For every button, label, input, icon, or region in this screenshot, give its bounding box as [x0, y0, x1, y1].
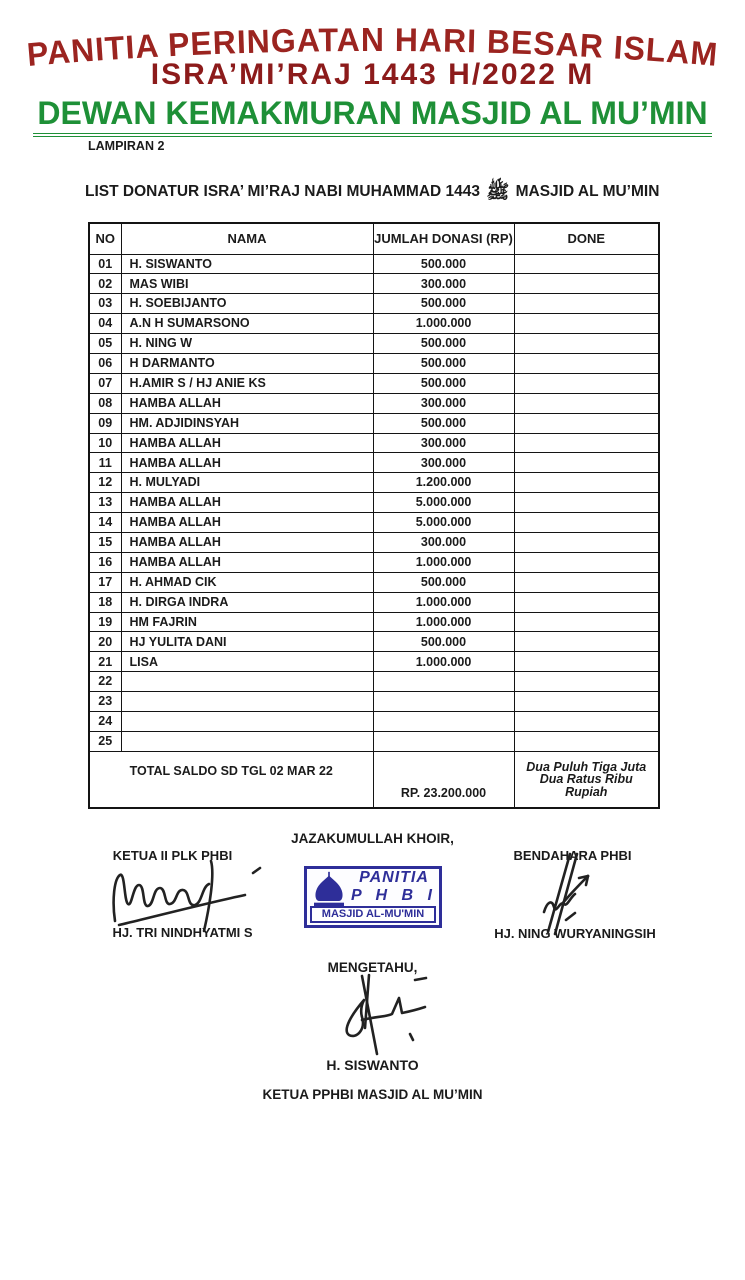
cell-donasi: 300.000 — [373, 532, 514, 552]
cell-nama: A.N H SUMARSONO — [121, 314, 373, 334]
table-header-row — [89, 223, 659, 254]
header-line3-wrap — [0, 95, 745, 137]
cell-nama: HAMBA ALLAH — [121, 532, 373, 552]
cell-done — [514, 413, 659, 433]
cell-done — [514, 453, 659, 473]
list-title-after: 1443 MASJID AL MU’MIN — [445, 183, 660, 200]
cell-no: 20 — [89, 632, 121, 652]
cell-nama: HJ YULITA DANI — [121, 632, 373, 652]
table-row — [89, 334, 659, 354]
cell-nama: H. MULYADI — [121, 473, 373, 493]
table-row — [89, 433, 659, 453]
table-row — [89, 314, 659, 334]
cell-donasi: 1.000.000 — [373, 552, 514, 572]
cell-donasi: 1.000.000 — [373, 592, 514, 612]
total-row — [89, 751, 659, 808]
cell-no: 06 — [89, 353, 121, 373]
table-row — [89, 393, 659, 413]
cell-no: 17 — [89, 572, 121, 592]
cell-no: 11 — [89, 453, 121, 473]
cell-donasi — [373, 711, 514, 731]
cell-donasi — [373, 731, 514, 751]
cell-no: 07 — [89, 373, 121, 393]
cell-donasi: 500.000 — [373, 632, 514, 652]
cell-no: 08 — [89, 393, 121, 413]
cell-donasi — [373, 672, 514, 692]
stamp-line2: P H B I — [351, 887, 437, 904]
cell-done — [514, 692, 659, 712]
cell-done — [514, 552, 659, 572]
table-row — [89, 632, 659, 652]
cell-done — [514, 334, 659, 354]
cell-donasi: 500.000 — [373, 334, 514, 354]
cell-no: 09 — [89, 413, 121, 433]
cell-nama: H. SISWANTO — [121, 254, 373, 274]
cell-nama: MAS WIBI — [121, 274, 373, 294]
cell-done — [514, 572, 659, 592]
cell-no: 15 — [89, 532, 121, 552]
cell-donasi: 300.000 — [373, 453, 514, 473]
cell-no: 13 — [89, 493, 121, 513]
cell-no: 23 — [89, 692, 121, 712]
table-row — [89, 453, 659, 473]
cell-donasi: 1.200.000 — [373, 473, 514, 493]
signature-bottom — [322, 972, 432, 1060]
signature-left — [105, 857, 265, 935]
cell-nama: H. SOEBIJANTO — [121, 294, 373, 314]
header-line1: PANITIA PERINGATAN HARI BESAR ISLAM — [25, 20, 721, 74]
cell-done — [514, 592, 659, 612]
col-header-no: NO — [89, 223, 121, 254]
right-signatory-name: HJ. NING WURYANINGSIH — [494, 926, 656, 941]
acknowledged-role: KETUA PPHBI MASJID AL MU’MIN — [262, 1087, 483, 1102]
cell-no: 22 — [89, 672, 121, 692]
cell-done — [514, 672, 659, 692]
cell-donasi: 300.000 — [373, 433, 514, 453]
col-header-donasi: JUMLAH DONASI (RP) — [373, 223, 514, 254]
cell-done — [514, 254, 659, 274]
sallallahu-alaihi-wasallam-symbol: ﷺ — [486, 182, 510, 203]
cell-no: 10 — [89, 433, 121, 453]
donor-table-body — [89, 254, 659, 751]
list-title-before: LIST DONATUR ISRA’ MI’RAJ NABI MUHAMMAD — [85, 183, 442, 200]
cell-no: 03 — [89, 294, 121, 314]
cell-donasi: 500.000 — [373, 294, 514, 314]
thanks-line: JAZAKUMULLAH KHOIR, — [291, 831, 454, 846]
table-row — [89, 274, 659, 294]
cell-donasi: 5.000.000 — [373, 513, 514, 533]
cell-no: 04 — [89, 314, 121, 334]
table-row — [89, 294, 659, 314]
cell-done — [514, 711, 659, 731]
cell-no: 25 — [89, 731, 121, 751]
table-row — [89, 513, 659, 533]
table-row — [89, 572, 659, 592]
donor-table — [88, 222, 660, 809]
cell-no: 18 — [89, 592, 121, 612]
total-amount: RP. 23.200.000 — [373, 751, 514, 808]
cell-no: 14 — [89, 513, 121, 533]
table-row — [89, 612, 659, 632]
cell-done — [514, 493, 659, 513]
cell-no: 16 — [89, 552, 121, 572]
cell-nama: H.AMIR S / HJ ANIE KS — [121, 373, 373, 393]
cell-nama: H. NING W — [121, 334, 373, 354]
cell-donasi: 500.000 — [373, 353, 514, 373]
cell-nama: HAMBA ALLAH — [121, 393, 373, 413]
cell-nama: HAMBA ALLAH — [121, 552, 373, 572]
table-row — [89, 493, 659, 513]
table-row — [89, 373, 659, 393]
cell-donasi: 500.000 — [373, 254, 514, 274]
cell-nama — [121, 672, 373, 692]
cell-done — [514, 393, 659, 413]
table-row — [89, 552, 659, 572]
cell-nama: HAMBA ALLAH — [121, 433, 373, 453]
acknowledged-name: H. SISWANTO — [326, 1057, 419, 1073]
table-row — [89, 473, 659, 493]
total-amount-in-words: Dua Puluh Tiga Juta Dua Ratus Ribu Rupiah — [514, 751, 659, 808]
cell-nama: HAMBA ALLAH — [121, 513, 373, 533]
cell-no: 12 — [89, 473, 121, 493]
table-row — [89, 532, 659, 552]
cell-done — [514, 731, 659, 751]
table-row — [89, 592, 659, 612]
phbi-committee-stamp — [304, 866, 442, 928]
cell-done — [514, 473, 659, 493]
cell-done — [514, 532, 659, 552]
cell-donasi: 5.000.000 — [373, 493, 514, 513]
cell-done — [514, 652, 659, 672]
total-label: TOTAL SALDO SD TGL 02 MAR 22 — [89, 751, 373, 808]
cell-no: 01 — [89, 254, 121, 274]
table-row — [89, 652, 659, 672]
cell-nama: H. DIRGA INDRA — [121, 592, 373, 612]
cell-done — [514, 513, 659, 533]
header-line2: ISRA’MI’RAJ 1443 H/2022 M — [150, 58, 595, 91]
cell-no: 21 — [89, 652, 121, 672]
cell-no: 24 — [89, 711, 121, 731]
cell-done — [514, 433, 659, 453]
cell-no: 05 — [89, 334, 121, 354]
left-signatory-name: HJ. TRI NINDHYATMI S — [112, 925, 253, 940]
cell-done — [514, 274, 659, 294]
cell-done — [514, 612, 659, 632]
lampiran-label: LAMPIRAN 2 — [88, 139, 165, 153]
table-row — [89, 353, 659, 373]
cell-nama — [121, 711, 373, 731]
stamp-line1: PANITIA — [359, 869, 429, 886]
cell-donasi: 1.000.000 — [373, 314, 514, 334]
table-row — [89, 731, 659, 751]
cell-done — [514, 632, 659, 652]
table-row — [89, 711, 659, 731]
col-header-nama: NAMA — [121, 223, 373, 254]
cell-nama: HM. ADJIDINSYAH — [121, 413, 373, 433]
cell-donasi: 1.000.000 — [373, 612, 514, 632]
cell-nama: HM FAJRIN — [121, 612, 373, 632]
stamp-text-block — [349, 869, 439, 904]
right-signatory-title: BENDAHARA PHBI — [513, 848, 632, 863]
table-row — [89, 672, 659, 692]
header-line3: DEWAN KEMAKMURAN MASJID AL MU’MIN — [33, 95, 711, 137]
cell-nama: H DARMANTO — [121, 353, 373, 373]
cell-donasi: 300.000 — [373, 274, 514, 294]
table-row — [89, 254, 659, 274]
cell-donasi: 1.000.000 — [373, 652, 514, 672]
table-row — [89, 413, 659, 433]
cell-done — [514, 314, 659, 334]
table-row — [89, 692, 659, 712]
cell-donasi: 500.000 — [373, 413, 514, 433]
cell-nama — [121, 692, 373, 712]
cell-nama: HAMBA ALLAH — [121, 453, 373, 473]
cell-donasi: 500.000 — [373, 572, 514, 592]
acknowledged-label: MENGETAHU, — [327, 960, 418, 975]
cell-donasi: 500.000 — [373, 373, 514, 393]
cell-nama: HAMBA ALLAH — [121, 493, 373, 513]
cell-nama: H. AHMAD CIK — [121, 572, 373, 592]
cell-done — [514, 294, 659, 314]
cell-done — [514, 353, 659, 373]
cell-nama — [121, 731, 373, 751]
cell-donasi — [373, 692, 514, 712]
cell-no: 19 — [89, 612, 121, 632]
left-signatory-title: KETUA II PLK PHBI — [112, 848, 233, 863]
cell-donasi: 300.000 — [373, 393, 514, 413]
cell-nama: LISA — [121, 652, 373, 672]
cell-done — [514, 373, 659, 393]
cell-no: 02 — [89, 274, 121, 294]
col-header-done: DONE — [514, 223, 659, 254]
stamp-line3: MASJID AL-MU'MIN — [310, 906, 436, 923]
list-title — [85, 180, 659, 208]
